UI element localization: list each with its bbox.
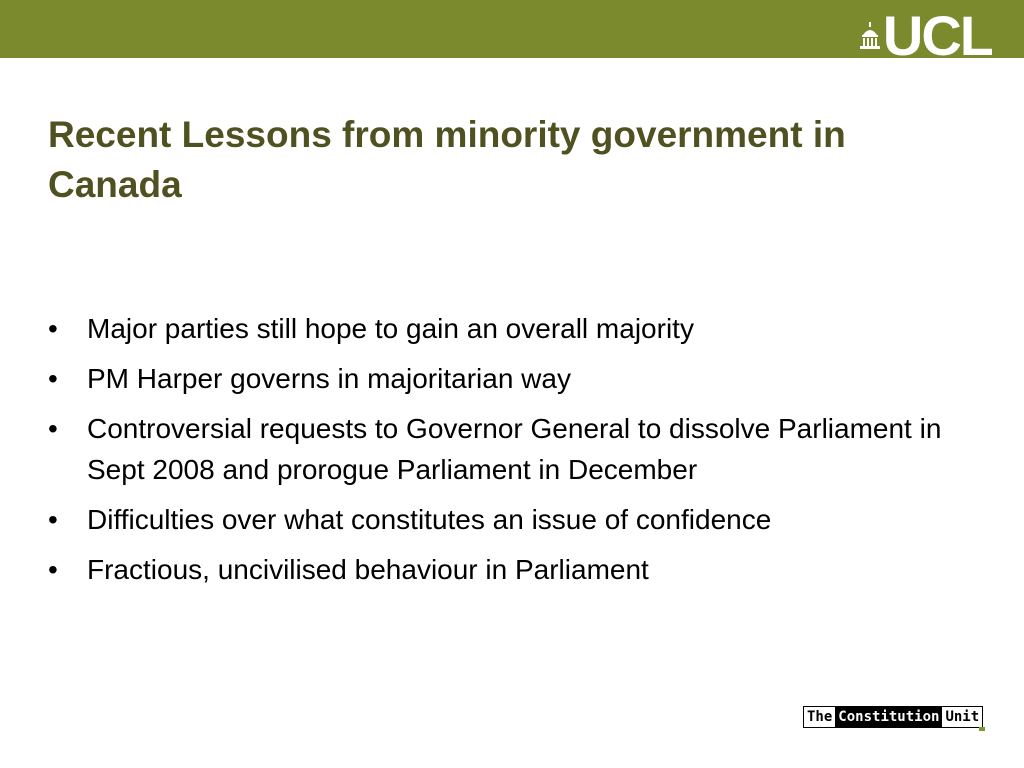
bullet-icon: • <box>48 554 58 585</box>
slide-title: Recent Lessons from minority government in Canada <box>48 114 846 205</box>
bullet-item <box>48 499 948 540</box>
bullet-item <box>48 358 948 399</box>
bullet-icon: • <box>48 413 58 444</box>
bullet-item <box>48 549 948 590</box>
bullet-text: Difficulties over what constitutes an issue of confidence <box>87 504 772 535</box>
bullet-icon: • <box>48 313 58 344</box>
logo-constitution-text: Constitution <box>835 707 942 727</box>
bullet-text: Major parties still hope to gain an overall majority <box>87 313 694 344</box>
bullet-icon: • <box>48 504 58 535</box>
logo-unit-text: Unit <box>945 709 980 725</box>
logo-unit-segment <box>942 707 982 727</box>
bullet-text: Fractious, uncivilised behaviour in Parliament <box>87 554 649 585</box>
bullet-text: PM Harper governs in majoritarian way <box>87 363 571 394</box>
logo-the-text: The <box>804 707 835 727</box>
bullet-item <box>48 308 948 349</box>
constitution-unit-logo <box>803 706 983 728</box>
bullet-icon: • <box>48 363 58 394</box>
ucl-logo-text: UCL <box>882 14 992 58</box>
portico-dome-icon <box>859 22 881 50</box>
bullet-item <box>48 408 948 490</box>
header-bar <box>0 0 1024 58</box>
logo-accent-mark <box>979 727 985 731</box>
bullet-list <box>48 308 948 599</box>
bullet-text: Controversial requests to Governor General to dissolve Parliament in Sept 2008 and prorogue Parliament in December <box>87 413 942 485</box>
ucl-logo <box>859 14 992 58</box>
